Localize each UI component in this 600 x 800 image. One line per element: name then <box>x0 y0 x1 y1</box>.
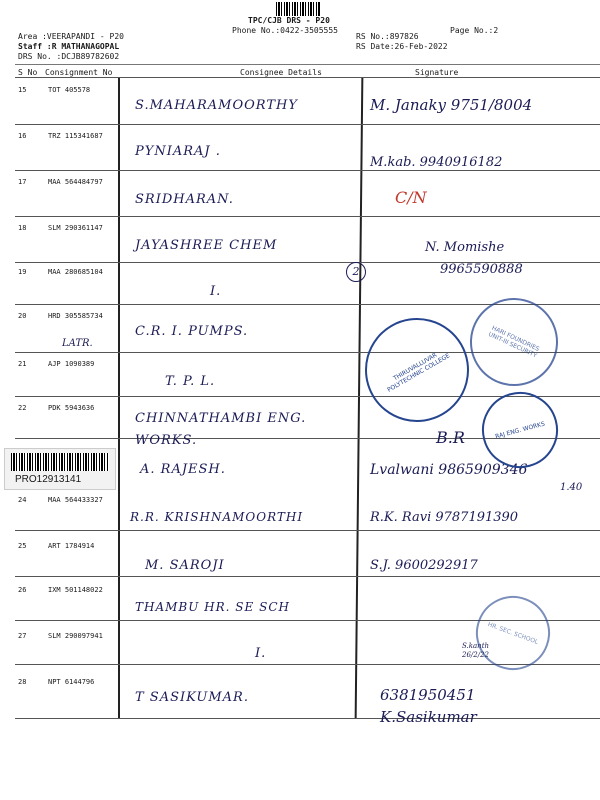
page-no: Page No.:2 <box>450 26 499 35</box>
row-consignment: MAA 564484797 <box>48 178 103 186</box>
drs-no: DRS No. :DCJB89782602 <box>18 52 120 61</box>
polytechnic-stamp-text: THIRUVALLUVAR POLYTECHNIC COLLEGE <box>386 351 452 394</box>
row-consignee: SRIDHARAN. <box>135 192 234 207</box>
polytechnic-stamp <box>346 299 488 441</box>
circled-mark: 2 <box>346 262 366 282</box>
row-consignee: PYNIARAJ . <box>135 144 221 159</box>
row-signature: M. Janaky 9751/8004 <box>370 96 533 114</box>
school-stamp-text: HR. SEC. SCHOOL <box>486 620 540 646</box>
row-consignment: IXM 501148022 <box>48 586 103 594</box>
row-consignee: T. P. L. <box>165 374 216 389</box>
col-signature: Signature <box>415 68 459 77</box>
row-note: LATR. <box>62 338 93 349</box>
row-sno: 18 <box>18 224 27 232</box>
row-sno: 16 <box>18 132 27 140</box>
side-barcode-text: PRO12913141 <box>15 474 82 485</box>
doc-title: TPC/CJB DRS - P20 <box>248 16 330 25</box>
row-sno: 24 <box>18 496 27 504</box>
row-separator <box>15 576 600 577</box>
header-rule <box>15 77 600 78</box>
row-consignee: THAMBU HR. SE SCH <box>135 600 290 614</box>
row-consignment: TOT 405578 <box>48 86 91 94</box>
row-consignment: SLM 290361147 <box>48 224 103 232</box>
row-sno: 22 <box>18 404 27 412</box>
row-consignee: JAYASHREE CHEM <box>135 238 278 253</box>
row-consignee: C.R. I. PUMPS. <box>135 324 249 339</box>
row-consignee: A. RAJESH. <box>140 462 226 477</box>
row-separator <box>15 530 600 531</box>
row-consignment: AJP 1090389 <box>48 360 95 368</box>
row-consignment: SLM 290097941 <box>48 632 103 640</box>
row-consignment: MAA 280685104 <box>48 268 103 276</box>
row-sno: 28 <box>18 678 27 686</box>
phone: Phone No.:0422-3505555 <box>232 26 338 35</box>
col-sno: S No <box>18 68 38 77</box>
stamp-signature-note: S.kanth 26/2/22 <box>462 642 490 659</box>
row-separator <box>15 216 600 217</box>
row-signature: N. Momishe <box>425 240 505 255</box>
foundries-stamp-text: HARI FOUNDRIES UNIT-III SECURITY <box>487 324 541 360</box>
row-signature: S.J. 9600292917 <box>370 558 478 573</box>
row-consignment: PDK 5943636 <box>48 404 95 412</box>
row-signature: C/N <box>395 188 427 207</box>
row-time-note: 1.40 <box>560 482 583 493</box>
school-stamp <box>466 586 561 681</box>
row-separator <box>15 124 600 125</box>
row-signature: R.K. Ravi 9787191390 <box>370 510 519 525</box>
area: Area :VEERAPANDI - P20 <box>18 32 124 41</box>
row-sno: 27 <box>18 632 27 640</box>
row-sno: 21 <box>18 360 27 368</box>
row-consignee: CHINNATHAMBI ENG. WORKS. <box>135 411 307 448</box>
header-rule-top <box>15 64 600 65</box>
staff: Staff :R MATHANAGOPAL <box>18 42 120 51</box>
row-consignee: M. SAROJI <box>145 558 225 573</box>
row-consignee: T SASIKUMAR. <box>135 690 249 705</box>
row-consignment: TRZ 115341687 <box>48 132 103 140</box>
row-signature: 6381950451 K.Sasikumar <box>380 686 477 726</box>
row-consignment: MAA 564433327 <box>48 496 103 504</box>
row-consignment: ART 1784914 <box>48 542 95 550</box>
works-stamp-text: RAJ ENG. WORKS <box>494 420 546 440</box>
side-barcode <box>11 453 109 471</box>
row-sno: 25 <box>18 542 27 550</box>
row-signature: M.kab. 9940916182 <box>370 155 503 170</box>
rs-no: RS No.:897826 <box>356 32 419 41</box>
row-consignee: I. <box>255 646 267 661</box>
row-sno: 15 <box>18 86 27 94</box>
row-signature: B.R <box>436 428 465 447</box>
foundries-stamp <box>456 284 573 401</box>
col-consignment: Consignment No <box>45 68 113 77</box>
row-consignee: S.MAHARAMOORTHY <box>135 98 298 113</box>
column-divider-left <box>118 78 120 718</box>
row-consignment: HRD 305585734 <box>48 312 103 320</box>
column-divider-right <box>355 78 364 718</box>
rs-date: RS Date:26-Feb-2022 <box>356 42 448 51</box>
row-signature: Lvalwani 9865909346 <box>370 462 528 478</box>
row-sno: 17 <box>18 178 27 186</box>
side-barcode-label <box>4 448 116 490</box>
header-barcode <box>276 2 320 16</box>
row-sno: 20 <box>18 312 27 320</box>
row-consignee: R.R. KRISHNAMOORTHI <box>130 510 304 524</box>
col-consignee: Consignee Details <box>240 68 322 77</box>
row-separator <box>15 170 600 171</box>
row-consignee: I. <box>210 284 222 299</box>
row-signature: 9965590888 <box>440 262 523 277</box>
row-consignment: NPT 6144796 <box>48 678 95 686</box>
row-sno: 19 <box>18 268 27 276</box>
row-sno: 26 <box>18 586 27 594</box>
